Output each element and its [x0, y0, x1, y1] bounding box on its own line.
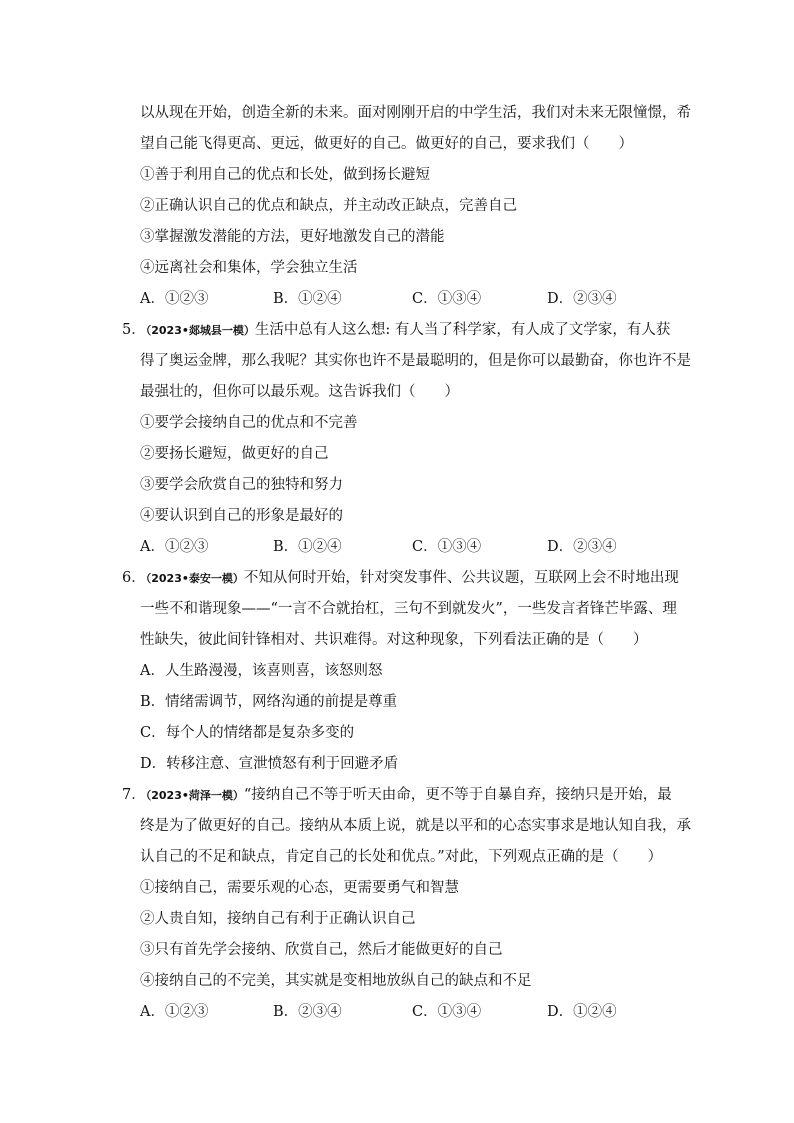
answer-options — [140, 537, 660, 557]
statement-item: ④接纳自己的不完美，其实就是变相地放纵自己的缺点和不足 — [140, 973, 532, 989]
question-stem-line: 认自己的不足和缺点，肯定自己的长处和优点。”对此，下列观点正确的是（ ） — [140, 849, 663, 865]
statement-item: ③掌握激发潜能的方法，更好地激发自己的潜能 — [140, 229, 445, 245]
statement-item: ②要扬长避短，做更好的自己 — [140, 446, 329, 462]
option-a: A．①②③ — [140, 1004, 209, 1020]
option-b: B．①②④ — [273, 539, 342, 555]
option-a: A．①②③ — [140, 291, 209, 307]
option-c: C．每个人的情绪都是复杂多变的 — [140, 725, 355, 741]
answer-options — [140, 1002, 660, 1022]
option-b: B．②③④ — [273, 1004, 342, 1020]
option-d: D．②③④ — [547, 291, 617, 307]
option-d: D．①②④ — [547, 1004, 617, 1020]
question-first-line — [122, 568, 679, 589]
statement-item: ②人贵自知，接纳自己有利于正确认识自己 — [140, 911, 416, 927]
question-stem-line: 得了奥运金牌，那么我呢？其实你也许不是最聪明的，但是你可以最勤奋，你也许不是 — [140, 353, 691, 369]
statement-item: ④要认识到自己的形象是最好的 — [140, 508, 343, 524]
question-source: （2023•泰安一模） — [145, 572, 244, 585]
option-b: B．①②④ — [273, 291, 342, 307]
question-first-line — [122, 785, 672, 806]
statement-item: ①要学会接纳自己的优点和不完善 — [140, 415, 358, 431]
question-stem: “接纳自己不等于听天由命，更不等于自暴自弃，接纳只是开始，最 — [243, 787, 672, 803]
statement-item: ②正确认识自己的优点和缺点，并主动改正缺点，完善自己 — [140, 198, 517, 214]
option-c: C．①③④ — [412, 539, 482, 555]
answer-options — [140, 289, 660, 309]
statement-item: ①善于利用自己的优点和长处，做到扬长避短 — [140, 167, 430, 183]
question-first-line — [122, 320, 670, 341]
question-stem-line: 最强壮的，但你可以最乐观。这告诉我们（ ） — [140, 384, 459, 400]
option-b: B．情绪需调节，网络沟通的前提是尊重 — [140, 694, 398, 710]
statement-item: ③只有首先学会接纳、欣赏自己，然后才能做更好的自己 — [140, 942, 503, 958]
question-number: 5． — [122, 322, 146, 338]
question-stem-line: 一些不和谐现象——“一言不合就抬杠，三句不到就发火”，一些发言者锋芒毕露、理 — [140, 601, 677, 617]
question-source: （2023•郯城县一模） — [145, 324, 255, 337]
option-d: D．转移注意、宣泄愤怒有利于回避矛盾 — [140, 756, 399, 772]
question-number: 6． — [122, 570, 146, 586]
option-c: C．①③④ — [412, 1004, 482, 1020]
option-c: C．①③④ — [412, 291, 482, 307]
statement-item: ③要学会欣赏自己的独特和努力 — [140, 477, 343, 493]
option-a: A．①②③ — [140, 539, 209, 555]
question-stem: 不知从何时开始，针对突发事件、公共议题，互联网上会不时地出现 — [243, 570, 679, 586]
statement-item: ①接纳自己，需要乐观的心态，更需要勇气和智慧 — [140, 880, 459, 896]
option-a: A．人生路漫漫，该喜则喜，该怒则怒 — [140, 663, 383, 679]
statement-item: ④远离社会和集体，学会独立生活 — [140, 260, 358, 276]
question-stem-line: 终是为了做更好的自己。接纳从本质上说，就是以平和的心态实事求是地认知自我，承 — [140, 818, 691, 834]
question-stem-line: 以从现在开始，创造全新的未来。面对刚刚开启的中学生活，我们对未来无限憧憬，希 — [140, 105, 691, 121]
question-stem-line: 性缺失，彼此间针锋相对、共识难得。对这种现象，下列看法正确的是（ ） — [140, 632, 648, 648]
option-d: D．②③④ — [547, 539, 617, 555]
question-stem: 生活中总有人这么想: 有人当了科学家，有人成了文学家，有人获 — [254, 322, 671, 338]
question-source: （2023•菏泽一模） — [145, 789, 244, 802]
question-number: 7． — [122, 787, 146, 803]
question-stem-line: 望自己能飞得更高、更远，做更好的自己。做更好的自己，要求我们（ ） — [140, 136, 633, 152]
